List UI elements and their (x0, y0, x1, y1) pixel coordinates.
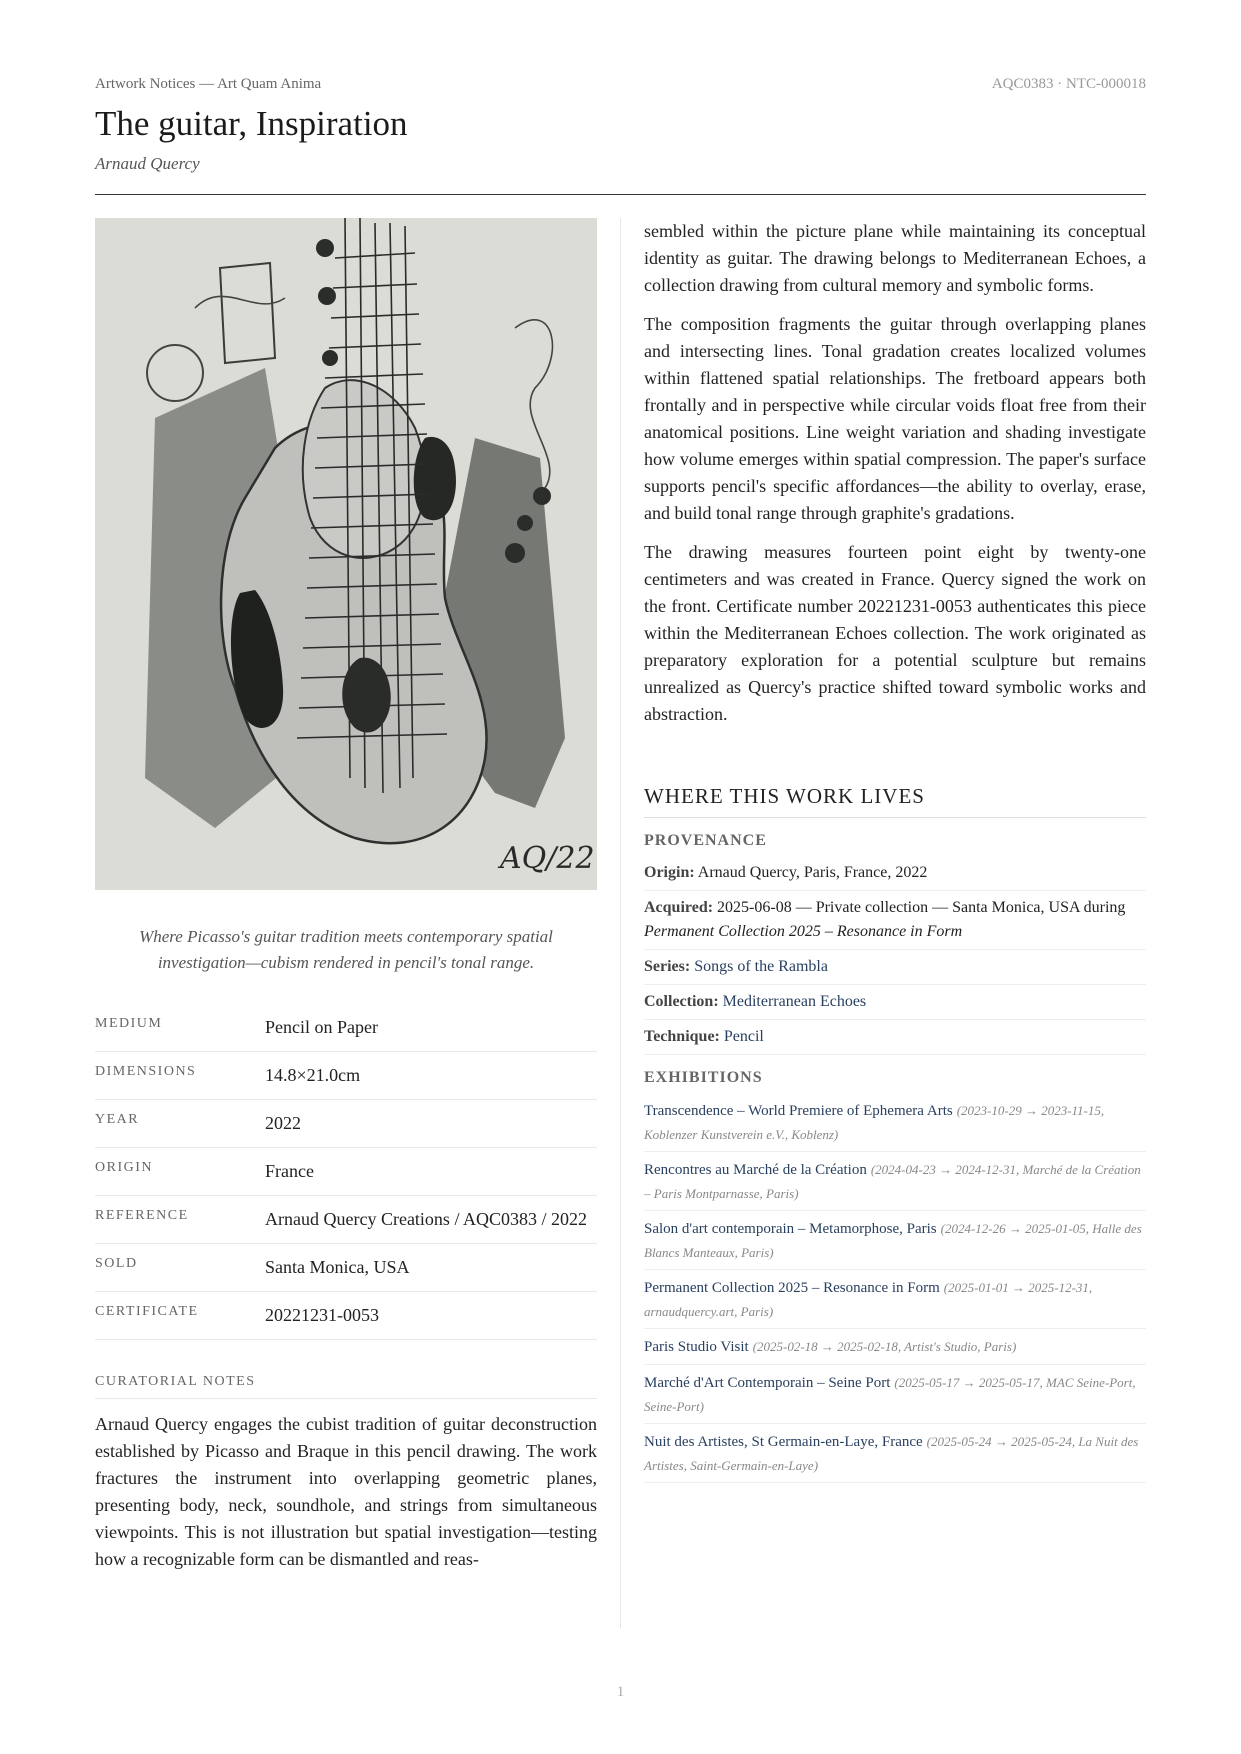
artwork-image (95, 218, 597, 890)
spec-value: 2022 (265, 1113, 301, 1133)
spec-label: MEDIUM (95, 1016, 163, 1031)
provenance-heading: PROVENANCE (644, 832, 767, 849)
spec-row-year (95, 1100, 597, 1148)
exhibition-link[interactable]: Salon d'art contemporain – Metamorphose, Paris (644, 1221, 937, 1237)
technique-label: Technique: (644, 1028, 720, 1045)
spec-value: Santa Monica, USA (265, 1257, 410, 1277)
provenance-origin (644, 856, 1146, 891)
notice-page (95, 0, 1146, 1754)
exhibition-item (644, 1093, 1146, 1152)
spec-label: REFERENCE (95, 1208, 189, 1223)
spec-label: YEAR (95, 1112, 140, 1127)
provenance-series (644, 950, 1146, 985)
spec-label: DIMENSIONS (95, 1064, 197, 1079)
series-link[interactable]: Songs of the Rambla (694, 958, 828, 975)
right-column (644, 218, 1146, 1483)
origin-label: Origin: (644, 864, 695, 881)
origin-value: Arnaud Quercy, Paris, France, 2022 (697, 864, 928, 881)
curatorial-paragraph: The drawing measures fourteen point eight by twenty-one centimeters and was created in France. Quercy signed the work on the front. Certificate number 20221231-0053 authenticates this piece within the Mediterranean Echoes collection. The work originated as preparatory exploration for a potential sculpture but remains unrealized as Quercy's practice shifted toward symbolic works and abstraction. (644, 542, 1146, 724)
acquired-exhibition: Permanent Collection 2025 – Resonance in Form (644, 923, 963, 940)
page-title: The guitar, Inspiration (95, 104, 408, 143)
exhibition-meta: (2024-12-26 → 2025-01-05, Halle des Blancs Manteaux, Paris) (644, 1221, 1142, 1260)
spec-value: Arnaud Quercy Creations / AQC0383 / 2022 (265, 1209, 587, 1229)
technique-link[interactable]: Pencil (723, 1028, 764, 1045)
exhibition-list (644, 1093, 1146, 1483)
spec-label: ORIGIN (95, 1160, 153, 1175)
exhibition-link[interactable]: Nuit des Artistes, St Germain-en-Laye, France (644, 1434, 923, 1450)
spec-value: 20221231-0053 (265, 1305, 379, 1325)
exhibition-link[interactable]: Rencontres au Marché de la Création (644, 1162, 867, 1178)
provenance-acquired (644, 891, 1146, 950)
artwork-caption: Where Picasso's guitar tradition meets contemporary spatial investigation—cubism rendered in pencil's tonal range. (139, 927, 553, 972)
exhibition-link[interactable]: Transcendence – World Premiere of Ephemera Arts (644, 1103, 953, 1119)
spec-row-dimensions (95, 1052, 597, 1100)
exhibition-meta: (2025-05-17 → 2025-05-17, MAC Seine-Port, Seine-Port) (644, 1375, 1136, 1414)
exhibition-item (644, 1424, 1146, 1483)
curatorial-paragraph: The composition fragments the guitar through overlapping planes and intersecting lines. Tonal gradation creates localized volumes within flattened spatial relationships. The fretboard appears both frontally and in perspective while circular voids float free from their anatomical positions. Line weight variation and shading investigate how volume emerges within spatial compression. The paper's surface supports pencil's specific affordances—the ability to overlay, erase, and build tonal range through graphite's gradations. (644, 314, 1146, 523)
exhibition-meta: (2025-01-01 → 2025-12-31, arnaudquercy.art, Paris) (644, 1280, 1093, 1319)
spec-row-certificate (95, 1292, 597, 1340)
exhibition-item (644, 1152, 1146, 1211)
collection-label: Collection: (644, 993, 719, 1010)
curatorial-paragraph: sembled within the picture plane while maintaining its conceptual identity as guitar. The drawing belongs to Mediterranean Echoes, a collection drawing from cultural memory and symbolic forms. (644, 221, 1146, 295)
spec-label: SOLD (95, 1256, 138, 1271)
exhibition-link[interactable]: Marché d'Art Contemporain – Seine Port (644, 1375, 891, 1391)
series-label: Series: (644, 958, 691, 975)
page-number: 1 (616, 1684, 625, 1700)
spec-table (95, 1004, 597, 1340)
acquired-label: Acquired: (644, 899, 714, 916)
exhibitions-heading: EXHIBITIONS (644, 1069, 763, 1086)
spec-row-sold (95, 1244, 597, 1292)
column-divider (620, 218, 621, 1628)
provenance-collection (644, 985, 1146, 1020)
exhibition-link[interactable]: Paris Studio Visit (644, 1339, 749, 1355)
spec-row-reference (95, 1196, 597, 1244)
exhibition-item (644, 1365, 1146, 1424)
svg-text:AQ/22: AQ/22 (500, 841, 595, 876)
collection-link[interactable]: Mediterranean Echoes (722, 993, 867, 1010)
exhibition-link[interactable]: Permanent Collection 2025 – Resonance in Form (644, 1280, 940, 1296)
exhibition-item (644, 1270, 1146, 1329)
curatorial-heading: CURATORIAL NOTES (95, 1374, 597, 1399)
left-column (95, 218, 597, 1573)
spec-row-medium (95, 1004, 597, 1052)
artist-name: Arnaud Quercy (95, 154, 200, 173)
header-bar (95, 76, 1146, 93)
acquired-value: 2025-06-08 — Private collection — Santa Monica, USA during (717, 899, 1126, 916)
where-heading: WHERE THIS WORK LIVES (644, 784, 1146, 818)
spec-value: France (265, 1161, 314, 1181)
spec-value: 14.8×21.0cm (265, 1065, 361, 1085)
kicker: Artwork Notices — Art Quam Anima (95, 76, 322, 92)
exhibition-item (644, 1211, 1146, 1270)
provenance-technique (644, 1020, 1146, 1055)
spec-value: Pencil on Paper (265, 1017, 378, 1037)
exhibition-item (644, 1329, 1146, 1365)
exhibition-meta: (2023-10-29 → 2023-11-15, Koblenzer Kunstverein e.V., Koblenz) (644, 1103, 1105, 1142)
spec-label: CERTIFICATE (95, 1304, 199, 1319)
exhibition-meta: (2024-04-23 → 2024-12-31, Marché de la Création – Paris Montparnasse, Paris) (644, 1162, 1141, 1201)
header-rule (95, 194, 1146, 195)
spec-row-origin (95, 1148, 597, 1196)
reference-code: AQC0383 · NTC-000018 (991, 76, 1146, 92)
exhibition-meta: (2025-05-24 → 2025-05-24, La Nuit des Artistes, Saint-Germain-en-Laye) (644, 1434, 1139, 1473)
exhibition-meta: (2025-02-18 → 2025-02-18, Artist's Studio, Paris) (752, 1339, 1017, 1354)
curatorial-text: Arnaud Quercy engages the cubist tradition of guitar deconstruction established by Picasso and Braque in this pencil drawing. The work fractures the instrument into overlapping geometric planes, presenting body, neck, soundhole, and strings from simultaneous viewpoints. This is not illustration but spatial investigation—testing how a recognizable form can be dismantled and reas- (95, 1414, 597, 1569)
